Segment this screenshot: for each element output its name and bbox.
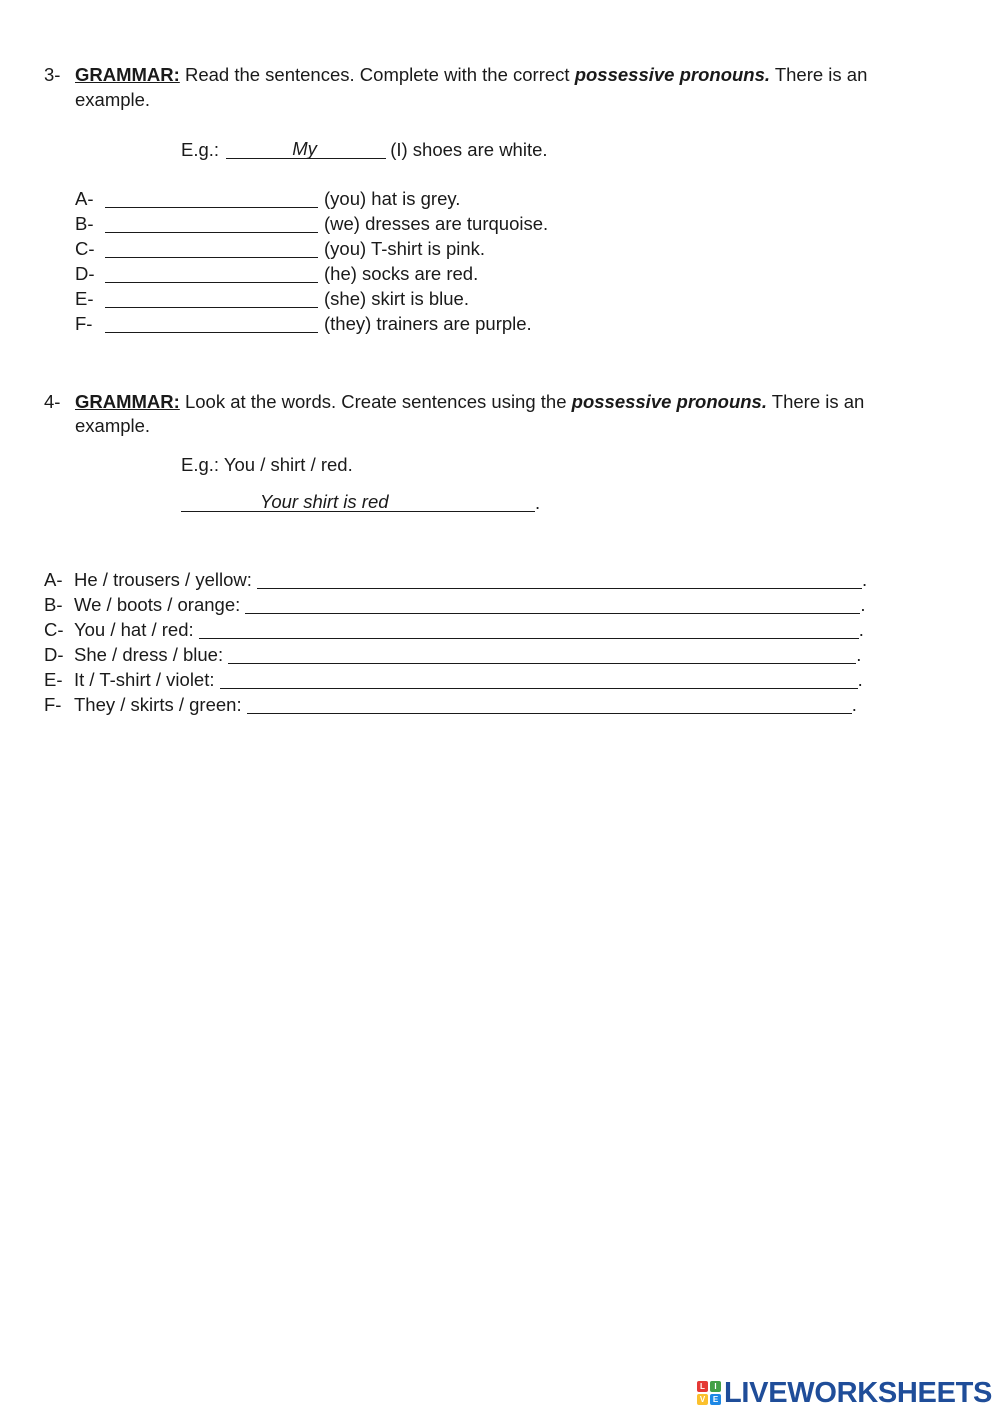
exercise-4-item [44,692,857,717]
item-text: (they) trainers are purple. [324,313,532,334]
exercise-4-number: 4- [44,391,61,412]
item-text: (she) skirt is blue. [324,288,469,309]
instruction-text: Look at the words. Create sentences using the [184,391,567,412]
answer-blank[interactable] [105,238,318,258]
item-letter: E- [75,288,94,309]
item-letter: F- [44,694,62,715]
item-prompt: It / T-shirt / violet: [74,669,215,690]
item-period: . [857,669,863,690]
item-text: (you) hat is grey. [324,188,461,209]
logo-tile: V [697,1394,708,1405]
instruction-text: Read the sentences. Complete with the correct [184,64,570,85]
item-period: . [860,594,866,615]
item-period: . [858,619,864,640]
item-period: . [856,644,862,665]
item-prompt: She / dress / blue: [74,644,224,665]
liveworksheets-logo [697,1376,992,1410]
item-letter: C- [44,619,64,640]
item-period: . [862,569,868,590]
exercise-3-number: 3- [44,64,61,85]
item-prompt: You / hat / red: [74,619,194,640]
example-blank [181,492,535,512]
answer-blank[interactable] [105,213,318,233]
answer-blank[interactable] [105,188,318,208]
grammar-label: GRAMMAR: [75,391,180,412]
answer-blank[interactable] [199,619,859,639]
item-prompt: He / trousers / yellow: [74,569,252,590]
item-letter: B- [44,594,63,615]
item-letter: D- [44,644,64,665]
exercise-4-item [44,667,863,692]
exercise-3-instruction-line2: example. [75,89,151,110]
exercise-3-item [75,186,460,211]
example-period: . [535,492,541,513]
grammar-label: GRAMMAR: [75,64,180,85]
item-letter: A- [75,188,94,209]
answer-blank[interactable] [228,644,856,664]
answer-blank[interactable] [245,594,860,614]
example-rest: (I) shoes are white. [390,139,548,160]
item-period: . [851,694,857,715]
answer-blank[interactable] [105,288,318,308]
answer-blank[interactable] [220,669,858,689]
logo-tile: I [710,1381,721,1392]
exercise-4-example-answer-line [181,490,540,515]
instruction-keyword: possessive pronouns. [574,64,771,85]
exercise-3-instruction [75,62,867,87]
item-text: (we) dresses are turquoise. [324,213,549,234]
exercise-3-example [181,137,548,162]
item-letter: D- [75,263,95,284]
item-text: (you) T-shirt is pink. [324,238,486,259]
exercise-4-item [44,642,861,667]
exercise-4-item [44,617,864,642]
example-answer: Your shirt is red [260,491,389,512]
answer-blank[interactable] [257,569,862,589]
item-prompt: They / skirts / green: [74,694,242,715]
instruction-keyword: possessive pronouns. [571,391,767,412]
example-blank [226,139,386,159]
example-answer: My [292,138,317,159]
item-letter: F- [75,313,93,334]
answer-blank[interactable] [105,313,318,333]
item-text: (he) socks are red. [324,263,479,284]
exercise-3-item [75,211,548,236]
item-letter: C- [75,238,95,259]
exercise-4-item [44,567,867,592]
logo-tile: L [697,1381,708,1392]
item-letter: A- [44,569,63,590]
exercise-4-instruction [75,389,864,414]
item-letter: B- [75,213,94,234]
exercise-3-item [75,261,478,286]
example-prefix: E.g.: [181,139,220,160]
exercise-4-instruction-line2: example. [75,415,151,436]
instruction-text-end: There is an [774,64,868,85]
logo-tiles-icon [697,1381,721,1405]
answer-blank[interactable] [247,694,852,714]
instruction-text-end: There is an [771,391,865,412]
exercise-3-item [75,286,469,311]
item-letter: E- [44,669,63,690]
exercise-4-item [44,592,866,617]
exercise-3-item [75,311,532,336]
exercise-3-item [75,236,485,261]
answer-blank[interactable] [105,263,318,283]
item-prompt: We / boots / orange: [74,594,241,615]
logo-text: LIVEWORKSHEETS [724,1376,993,1409]
exercise-4-example-prompt: E.g.: You / shirt / red. [181,454,353,475]
logo-tile: E [710,1394,721,1405]
